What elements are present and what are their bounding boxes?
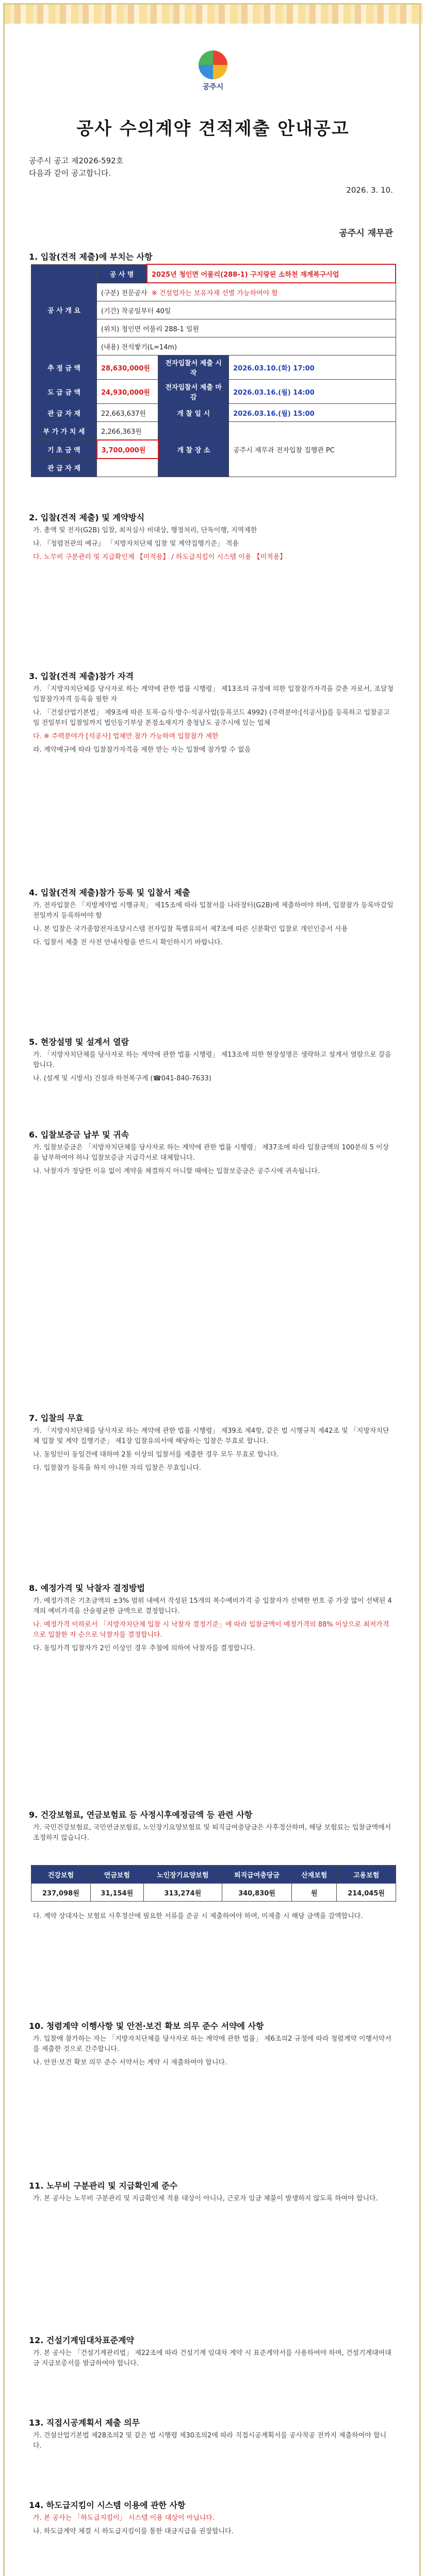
section-8-item: 다. 동일가격 입찰자가 2인 이상인 경우 추첨에 의하여 낙찰자를 결정합니다. [33,1645,255,1652]
project-type-cell [97,283,396,301]
logo-mark-icon [199,50,227,79]
amount-label: 추 정 금 액 [31,355,97,380]
section-2-item: 다. 노무비 구분관리 및 지급확인제 【미적용】 / 하도급지킴이 시스템 이용 【미적용】 [33,553,287,561]
section-title-3: 3. 입찰(견적 제출)참가 자격 [29,671,134,681]
section-11-item: 가. 본 공사는 노무비 구분관리 및 지급확인제 적용 대상이 아니나, 근로자 임금 체불이 발생하지 않도록 하여야 합니다. [33,2195,378,2202]
section-3-item: 가. 「지방자치단체를 당사자로 하는 계약에 관한 법률 시행령」 제13조의 규정에 의한 입찰참가자격을 갖춘 자로서, 조달청 입찰참가자격 등록을 필한 자 [33,685,394,703]
notice-header [29,155,123,179]
section-4-item: 가. 전자입찰은 「지방계약법 시행규칙」 제15조에 따라 입찰서를 나라장터(G2B)에 제출하여야 하며, 입찰참가 등록마감일 전일까지 등록하여야 함 [33,902,394,920]
project-name-label: 공 사 명 [97,264,148,283]
section-title-6: 6. 입찰보증금 납부 및 귀속 [29,1130,129,1140]
schedule-value: 2026.03.16.(월) 15:00 [229,404,396,422]
overview-label: 공 사 개 요 [31,264,97,355]
section-10-item: 가. 입찰에 참가하는 자는 「지방자치단체를 당사자로 하는 계약에 관한 법률」 제6조의2 규정에 따라 청렴계약 이행서약서를 제출한 것으로 간주합니다. [33,2035,391,2053]
amount-value: 2,266,363원 [97,422,158,440]
section-10-body [33,2034,394,2071]
city-logo [195,50,231,92]
section-9-after-item: 다. 계약 상대자는 보험료 사후정산에 필요한 서류를 준공 시 제출하여야 하며, 미제출 시 해당 금액을 감액합니다. [33,1912,363,1920]
section-9-item: 가. 국민건강보험료, 국민연금보험료, 노인장기요양보험료 및 퇴직급여충당금은 사후정산하며, 해당 보험료는 입찰금액에서 조정하지 않습니다. [33,1824,391,1842]
section-12-body [33,2348,394,2372]
section-5-body [33,1050,394,1087]
section-14-body [33,2513,394,2540]
project-warning: ※ 건설업자는 보유자재 선별 가능하여야 함 [151,289,278,297]
section-9-after [33,1911,394,1925]
insurance-value: 313,274원 [143,1884,222,1902]
section-title-10: 10. 청렴계약 이행사항 및 안전·보건 확보 의무 준수 서약에 사항 [29,2021,264,2031]
section-7-item: 다. 입찰참가 등록을 하지 아니한 자의 입찰은 무효입니다. [33,1464,202,1472]
amount-value [97,459,158,477]
section-6-item: 가. 입찰보증금은 「지방자치단체를 당사자로 하는 계약에 관한 법률 시행령」 제37조에 따라 입찰금액의 100분의 5 이상을 납부하여야 하나 입찰보증금 지급각서로 대체합니다. [33,1144,389,1162]
section-14-item: 나. 하도급계약 체결 시 하도급지킴이를 통한 대금지급을 권장합니다. [33,2528,234,2535]
section-title-12: 12. 건설기계임대차표준계약 [29,2335,134,2345]
section-10-item: 나. 안전·보건 확보 의무 준수 서약서는 계약 시 제출하여야 합니다. [33,2059,227,2066]
section-3-item: 나. 「건설산업기본법」 제9조에 따른 토목·습식·방수·석공사업(등록코드 4992) (주력분야:[석공사])를 등록하고 입찰공고일 전일부터 입찰일까지 법인등기부상 본점소재지가 충청남도 공주시에 있는 업체 [33,709,390,727]
section-title-9: 9. 건강보험료, 연금보험료 등 사정시후예정금액 등 관련 사항 [29,1810,253,1820]
section-title-7: 7. 입찰의 무효 [29,1413,84,1423]
amount-label: 관 급 자 재 [31,404,97,422]
section-4-item: 다. 입찰서 제출 전 사전 안내사항을 반드시 확인하시기 바랍니다. [33,939,223,946]
section-2-item: 가. 총액 및 전자(G2B) 입찰, 최저심사 비대상, 행정처리, 단독이행, 지역제한 [33,527,257,534]
section-title-14: 14. 하도급지킴이 시스템 이용에 관한 사항 [29,2500,186,2510]
section-2-body [33,526,394,566]
amount-label: 기 초 금 액 [31,440,97,459]
project-content: (내용) 전석쌓기(L=14m) [97,337,396,355]
section-5-item: 가. 「지방자치단체를 당사자로 하는 계약에 관한 법률 시행령」 제13조에 의한 현장설명은 생략하고 설계서 열람으로 갈음합니다. [33,1051,391,1069]
project-period: (기간) 착공일부터 40일 [97,301,396,319]
section-title-8: 8. 예정가격 및 낙찰자 결정방법 [29,1583,145,1593]
insurance-header: 산재보험 [292,1866,337,1884]
notice-date: 2026. 3. 10. [346,185,393,195]
schedule-label: 개 찰 일 시 [158,404,229,422]
section-4-body [33,901,394,951]
insurance-header: 건강보험 [31,1866,91,1884]
insurance-value: 340,830원 [222,1884,292,1902]
section-title-1: 1. 입찰(견적 제출)에 부치는 사항 [29,252,153,262]
section-3-item: 다. ※ 주력분야가 [석공사] 업체만 참가 가능하며 입찰참가 제한 [33,733,219,740]
section-11-body [33,2194,394,2207]
section-3-body [33,684,394,758]
amount-value: 22,663,637원 [97,404,158,422]
section-7-item: 가. 「지방자치단체를 당사자로 하는 계약에 관한 법률 시행령」 제39조 제4항, 같은 법 시행규칙 제42조 및 「지방자치단체 입찰 및 계약 집행기준」 제1장 입찰유의서에 해당하는 입찰은 무효로 합니다. [33,1427,389,1445]
insurance-value: 237,098원 [31,1884,91,1902]
issuing-organization: 공주시 재무관 [339,228,393,239]
schedule-label: 전자입찰서 제출 시작 [158,355,229,380]
schedule-value: 공주시 재무과 전자입찰 집행관 PC [229,422,396,477]
section-7-item: 나. 동일인이 동일건에 대하여 2통 이상의 입찰서를 제출한 경우 모두 무효로 합니다. [33,1451,279,1459]
schedule-label: 전자입찰서 제출 마감 [158,380,229,404]
section-14-item: 가. 본 공사는 「하도급지킴이」 시스템 이용 대상이 아닙니다. [33,2514,215,2522]
section-2-item: 나. 『청렴전관의 예규』 「지방자치단체 입찰 및 계약집행기준」 적용 [33,540,239,548]
amount-label: 도 급 금 액 [31,380,97,404]
notice-intro: 다음과 같이 공고합니다. [29,168,111,178]
section-6-item: 나. 낙찰자가 정당한 이유 없이 계약을 체결하지 아니할 때에는 입찰보증금은 공주시에 귀속됩니다. [33,1167,320,1175]
section-8-item: 나. 예정가격 이하로서 「지방자치단체 입찰 시 낙찰자 결정기준」에 따라 입찰금액이 예정가격의 88% 이상으로 최저가격으로 입찰한 자 순으로 낙찰자를 결정합니다. [33,1621,389,1639]
amount-label: 관 급 자 재 [31,459,97,477]
section-8-item: 가. 예정가격은 기초금액의 ±3% 범위 내에서 작성된 15개의 복수예비가격 중 입찰자가 선택한 번호 중 가장 많이 선택된 4개의 예비가격을 산술평균한 금액으로 결정합니다. [33,1597,392,1615]
insurance-value: 31,154원 [90,1884,143,1902]
project-name: 2025년 청인면 어물리(288-1) 구지랑된 소하천 재계복구사업 [147,264,396,283]
insurance-value: 원 [292,1884,337,1902]
section-title-4: 4. 입찰(견적 제출)참가 등록 및 입찰서 제출 [29,888,190,897]
logo-text: 공주시 [202,83,224,91]
insurance-table [31,1865,396,1902]
insurance-header: 퇴직급여충당금 [222,1866,292,1884]
amount-value: 24,930,000원 [97,380,158,404]
section-3-item: 라. 계약예규에 따라 입찰참가자격을 제한 받는 자는 입찰에 참가할 수 없음 [33,746,251,754]
project-type: (구분) 천문공사 [101,289,148,297]
overview-table [31,264,396,477]
schedule-value: 2026.03.10.(화) 17:00 [229,355,396,380]
section-7-body [33,1426,394,1477]
insurance-value: 214,045원 [337,1884,396,1902]
section-13-item: 가. 건설산업기본법 제28조의2 및 같은 법 시행령 제30조의2에 따라 직접시공계획서를 공사착공 전까지 제출하여야 합니다. [33,2432,387,2450]
section-13-body [33,2431,394,2454]
schedule-value: 2026.03.16.(월) 14:00 [229,380,396,404]
section-title-5: 5. 현장설명 및 설계서 열람 [29,1037,129,1047]
section-12-item: 가. 본 공사는 「건설기계관리법」 제22조에 따라 건설기계 임대차 계약 시 표준계약서를 사용하여야 하며, 건설기계대여대금 지급보증서를 발급하여야 합니다. [33,2349,391,2367]
section-9-body [33,1823,394,1846]
amount-label: 부 가 가 치 세 [31,422,97,440]
page-title: 공사 수의계약 견적제출 안내공고 [76,118,350,139]
insurance-header: 고용보험 [337,1866,396,1884]
schedule-label: 개 찰 장 소 [158,422,229,477]
section-4-item: 나. 본 입찰은 국가종합전자조달시스템 전자입찰 특별유의서 제7조에 따른 신분확인 입찰로 개인인증서 사용 [33,925,348,933]
section-title-11: 11. 노무비 구분관리 및 지급확인제 준수 [29,2181,178,2191]
insurance-header: 연금보험 [90,1866,143,1884]
section-title-13: 13. 직접시공계획서 제출 의무 [29,2418,140,2428]
section-5-item: 나. (설계 및 시방서) 건설과 하천복구계 (☎041-840-7633) [33,1075,211,1082]
amount-value: 3,700,000원 [97,440,158,459]
notice-number: 공주시 공고 제2026-592호 [29,156,124,165]
section-8-body [33,1596,394,1657]
section-6-body [33,1143,394,1180]
insurance-header: 노인장기요양보험 [143,1866,222,1884]
amount-value: 28,630,000원 [97,355,158,380]
section-title-2: 2. 입찰(견적 제출) 및 계약방식 [29,513,145,522]
project-site: (위치) 청인면 어물리 288-1 일원 [97,319,396,337]
